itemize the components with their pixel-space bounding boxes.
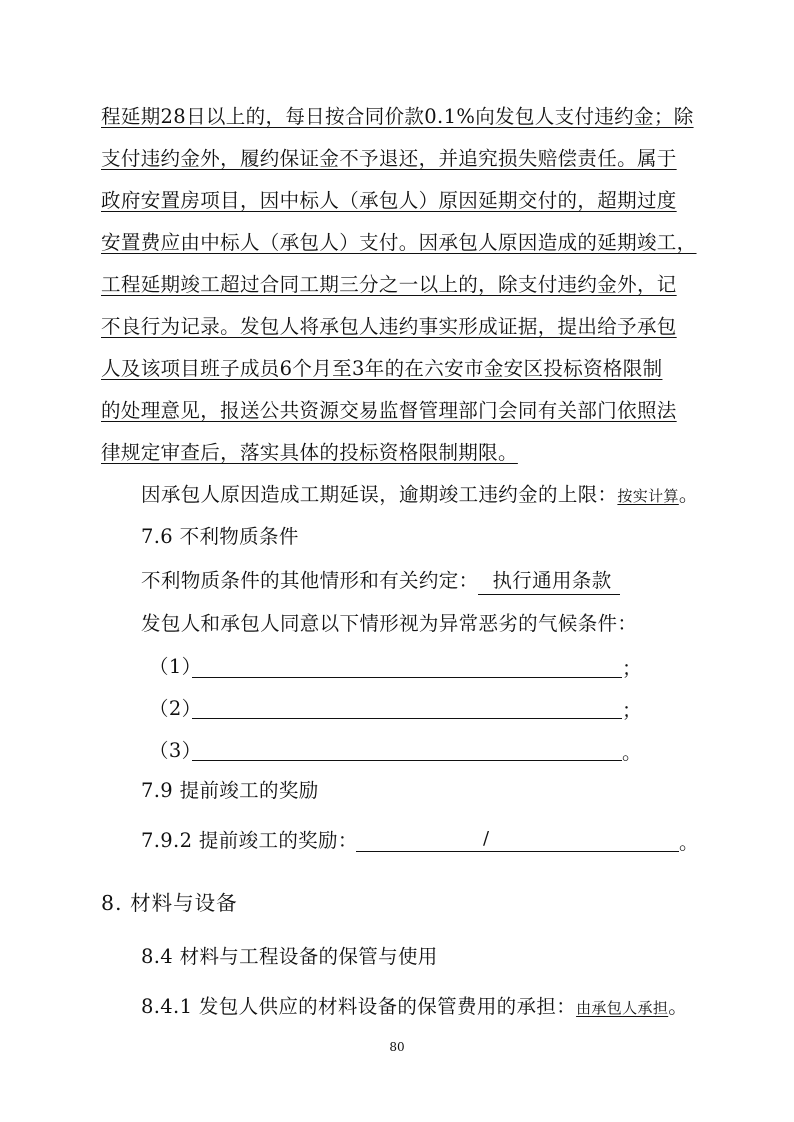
- paragraph-line-text: 律规定审查后，落实具体的投标资格限制期限。: [101, 441, 518, 464]
- weather-item-1-blank: [192, 677, 622, 678]
- material-storage-value: 由承包人承担: [576, 999, 669, 1017]
- section-7-9-heading: 7.9 提前竣工的奖励: [141, 779, 319, 802]
- adverse-conditions-value: [478, 570, 619, 595]
- paragraph-line: 的处理意见，报送公共资源交易监督管理部门会同有关部门依照法: [101, 399, 677, 422]
- section-8-heading: 8. 材料与设备: [101, 891, 238, 915]
- paragraph-line: 人及该项目班子成员6个月至3年的在六安市金安区投标资格限制: [101, 357, 663, 380]
- weather-item-2-blank: [192, 718, 622, 719]
- paragraph-line: 支付违约金外，履约保证金不予退还，并追究损失赔偿责任。属于: [101, 147, 677, 170]
- material-storage-line: [141, 994, 688, 1021]
- adverse-conditions-value-text: 执行通用条款: [492, 569, 612, 592]
- section-7-6-heading: 7.6 不利物质条件: [141, 525, 299, 548]
- page-number: 80: [389, 1040, 405, 1054]
- weather-item-1-end: ；: [622, 657, 642, 680]
- weather-item-2-end: ；: [622, 699, 642, 722]
- paragraph-line: 不良行为记录。发包人将承包人违约事实形成证据，提出给予承包: [101, 315, 677, 338]
- section-8-4-heading: 8.4 材料与工程设备的保管与使用: [141, 945, 438, 968]
- weather-item-2-label: （2）: [149, 697, 202, 720]
- weather-item-3-blank: [192, 760, 622, 761]
- weather-item-1-label: （1）: [149, 655, 202, 678]
- weather-intro: 发包人和承包人同意以下情形视为异常恶劣的气候条件：: [141, 612, 638, 635]
- adverse-conditions-line: [141, 568, 620, 595]
- paragraph-line: 政府安置房项目，因中标人（承包人）原因延期交付的，超期过度: [101, 189, 677, 212]
- delay-cap-value: 按实计算: [617, 487, 679, 505]
- weather-item-3-end: 。: [622, 741, 642, 764]
- material-storage-end: 。: [668, 995, 689, 1018]
- delay-cap-line: [141, 482, 699, 509]
- paragraph-line: 程延期28日以上的，每日按合同价款0.1%向发包人支付违约金；除: [101, 105, 694, 128]
- delay-cap-end: 。: [678, 483, 699, 506]
- adverse-conditions-label: 不利物质条件的其他情形和有关约定：: [141, 569, 479, 592]
- early-completion-reward-end: 。: [679, 831, 699, 854]
- weather-item-3-label: （3）: [149, 739, 202, 762]
- paragraph-line: 安置费应由中标人（承包人）支付。因承包人原因造成的延期竣工，: [101, 231, 697, 254]
- early-completion-reward-value: /: [483, 828, 490, 849]
- paragraph-line: [101, 440, 518, 466]
- paragraph-line: 工程延期竣工超过合同工期三分之一以上的，除支付违约金外，记: [101, 273, 677, 296]
- early-completion-reward-blank: [356, 851, 679, 852]
- early-completion-reward-label: 7.9.2 提前竣工的奖励：: [141, 829, 358, 852]
- material-storage-label: 8.4.1 发包人供应的材料设备的保管费用的承担：: [141, 995, 577, 1018]
- delay-cap-label: 因承包人原因造成工期延误，逾期竣工违约金的上限：: [141, 483, 618, 506]
